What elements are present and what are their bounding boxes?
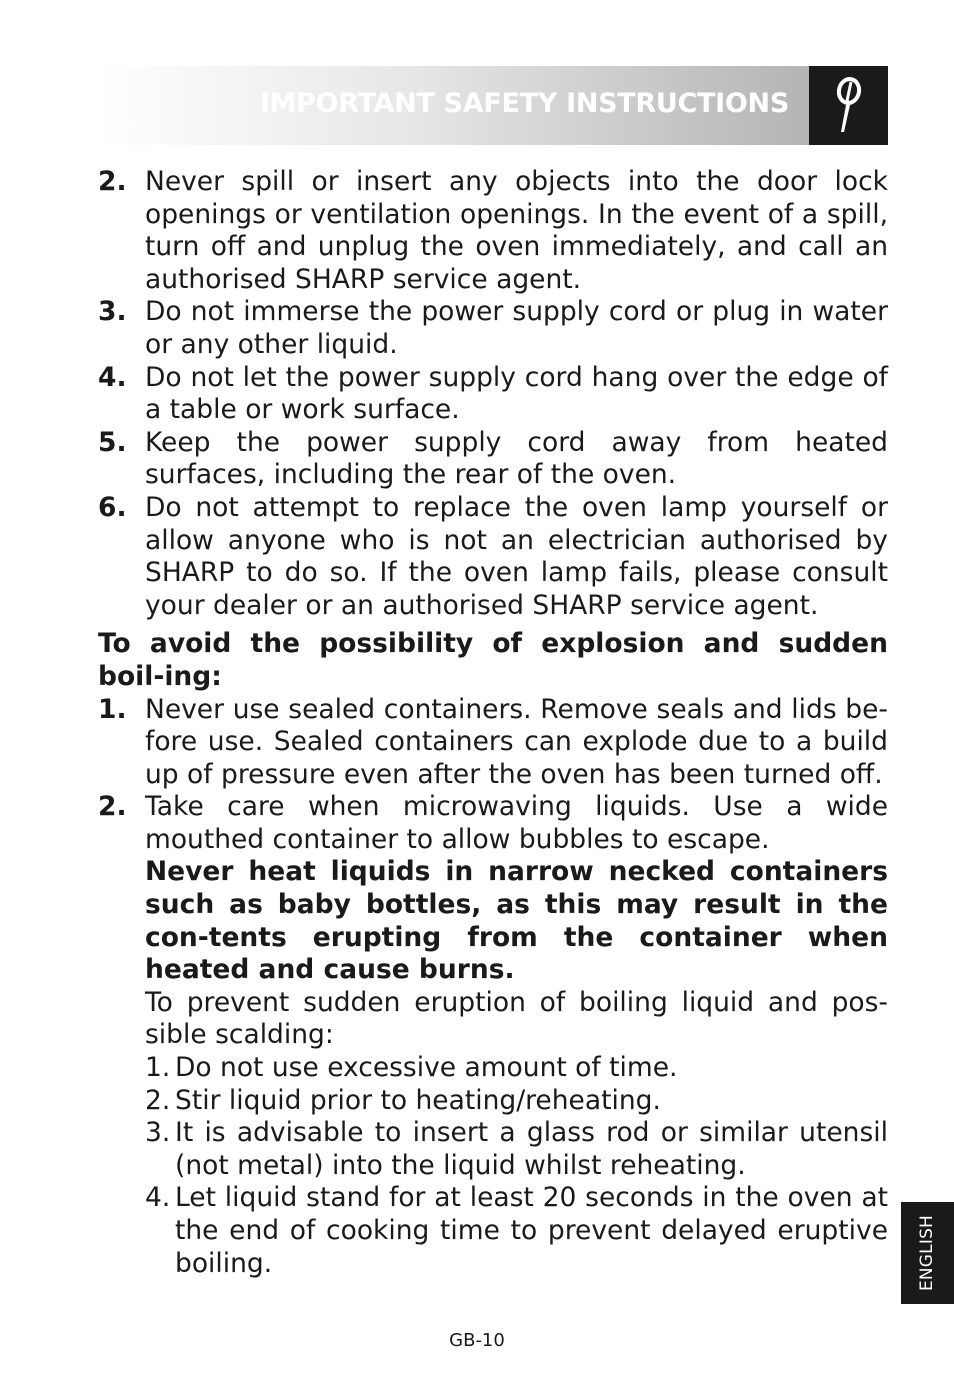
language-label: ENGLISH <box>917 1214 938 1292</box>
list-item <box>98 166 888 296</box>
sub-item-text: Stir liquid prior to heating/reheating. <box>175 1084 661 1116</box>
sub-item-number: 2. <box>145 1084 171 1116</box>
item-text: Take care when microwaving liquids. Use a wide mouthed container to allow bubbles to escape. <box>145 791 888 855</box>
item-body <box>145 791 888 1280</box>
item-number: 2. <box>98 166 127 197</box>
item-text: Keep the power supply cord away from heated surfaces, including the rear of the oven. <box>145 426 888 491</box>
sub-list-item <box>145 1117 888 1182</box>
sub-item-text: It is advisable to insert a glass rod or similar utensil (not metal) into the liquid whilst reheating. <box>175 1117 888 1181</box>
item-number: 2. <box>98 791 127 823</box>
sub-item-text: Do not use excessive amount of time. <box>175 1052 678 1084</box>
list-item <box>98 362 888 427</box>
page-number: GB-10 <box>449 1330 505 1351</box>
item-number: 3. <box>98 296 127 328</box>
list-item <box>98 791 888 1280</box>
sub-list-item <box>145 1085 888 1118</box>
attention-icon-box <box>809 66 888 145</box>
section-heading: To avoid the possibility of explosion and sudden boil-ing: <box>98 628 888 692</box>
item-text: Do not immerse the power supply cord or plug in water or any other liquid. <box>145 296 888 360</box>
warning-text: Never heat liquids in narrow necked containers such as baby bottles, as this may result in the con-tents erupting from the container when heated and cause burns. <box>145 856 888 986</box>
list-item <box>98 492 888 622</box>
attention-icon <box>829 76 869 136</box>
sub-item-number: 3. <box>145 1117 171 1149</box>
prevent-text: To prevent sudden eruption of boiling liquid and pos-sible scalding: <box>145 986 888 1051</box>
item-number: 6. <box>98 491 127 523</box>
list-item <box>98 296 888 361</box>
item-text: Never spill or insert any objects into the door lock openings or ventilation openings. In the event of a spill, turn off and unplug the oven immediately, and call an authorised SHARP service agent. <box>145 166 888 295</box>
item-number: 4. <box>98 361 127 393</box>
page-title: IMPORTANT SAFETY INSTRUCTIONS <box>259 88 789 119</box>
list-item <box>98 427 888 492</box>
sub-item-number: 4. <box>145 1182 171 1214</box>
item-number: 1. <box>98 693 127 725</box>
sub-item-number: 1. <box>145 1052 171 1084</box>
list-item <box>98 694 888 792</box>
item-text: Never use sealed containers. Remove seals and lids be-fore use. Sealed containers can explode due to a build up of pressure even after the oven has been turned off. <box>145 693 888 790</box>
item-text: Do not let the power supply cord hang over the edge of a table or work surface. <box>145 361 888 426</box>
item-text: Do not attempt to replace the oven lamp yourself or allow anyone who is not an electrician authorised by SHARP to do so. If the oven lamp fails, please consult your dealer or an authorised SHARP service agent. <box>145 491 888 621</box>
sub-item-text: Let liquid stand for at least 20 seconds in the oven at the end of cooking time to prevent delayed eruptive boiling. <box>175 1182 888 1279</box>
sub-list-item <box>145 1182 888 1280</box>
instructions-content <box>98 166 888 1280</box>
sub-list-item <box>145 1052 888 1085</box>
header-banner <box>98 66 809 145</box>
item-number: 5. <box>98 426 127 458</box>
language-tab <box>901 1202 954 1304</box>
